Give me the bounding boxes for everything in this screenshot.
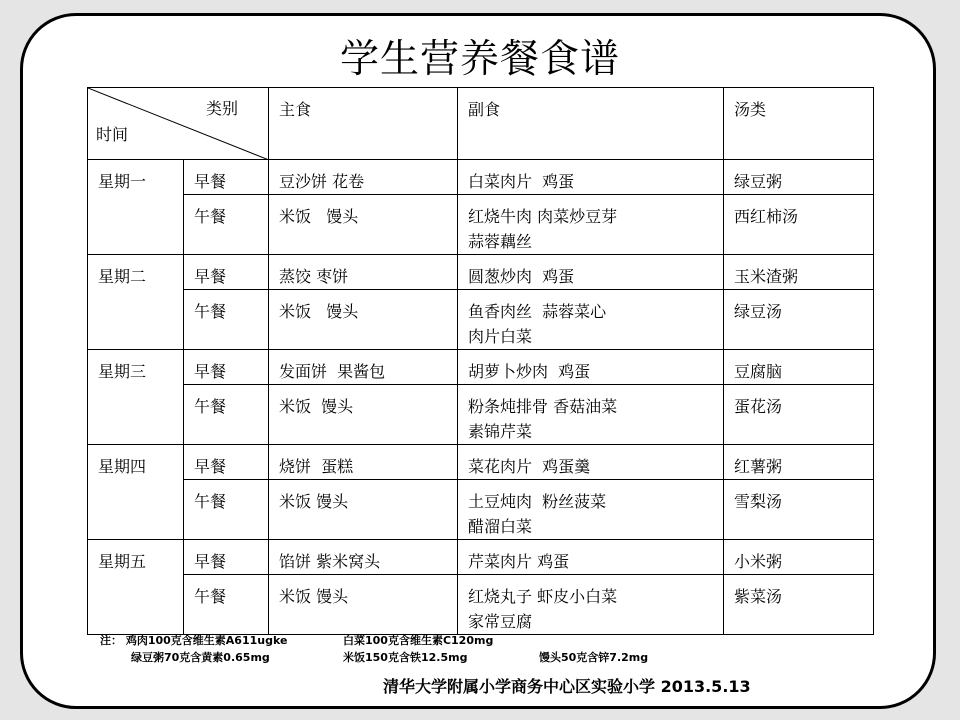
soup-cell: 紫菜汤 bbox=[724, 575, 874, 635]
staple-cell: 豆沙饼 花卷 bbox=[269, 160, 458, 195]
soup-cell: 豆腐脑 bbox=[724, 350, 874, 385]
table-row bbox=[88, 160, 874, 195]
meal-cell: 早餐 bbox=[184, 540, 269, 575]
side-dish-line: 肉片白菜 bbox=[468, 327, 533, 346]
table-row bbox=[88, 385, 874, 445]
side-dish-line: 圆葱炒肉 鸡蛋 bbox=[468, 267, 575, 286]
meal-cell: 午餐 bbox=[184, 385, 269, 445]
soup-cell: 绿豆粥 bbox=[724, 160, 874, 195]
side-cell bbox=[458, 160, 724, 195]
side-dish-line: 鱼香肉丝 蒜蓉菜心 bbox=[468, 302, 607, 321]
table-row bbox=[88, 195, 874, 255]
meal-cell: 午餐 bbox=[184, 195, 269, 255]
staple-cell: 米饭 馒头 bbox=[269, 480, 458, 540]
meal-cell: 早餐 bbox=[184, 445, 269, 480]
staple-cell: 馅饼 紫米窝头 bbox=[269, 540, 458, 575]
note-rice: 米饭150克含铁12.5mg bbox=[343, 651, 468, 664]
note-chicken: 注： 鸡肉100克含维生素A611ugke bbox=[100, 634, 288, 647]
note-line-2 bbox=[131, 649, 649, 665]
staple-cell: 米饭 馒头 bbox=[269, 385, 458, 445]
side-dish-line: 红烧丸子 虾皮小白菜 bbox=[468, 587, 618, 606]
side-dish-line: 粉条炖排骨 香菇油菜 bbox=[468, 397, 618, 416]
header-soup: 汤类 bbox=[724, 88, 874, 160]
day-cell: 星期三 bbox=[88, 350, 184, 445]
header-time: 时间 bbox=[96, 125, 129, 144]
footer-school-date: 清华大学附属小学商务中心区实验小学 2013.5.13 bbox=[383, 677, 751, 696]
staple-cell: 烧饼 蛋糕 bbox=[269, 445, 458, 480]
staple-cell: 米饭 馒头 bbox=[269, 195, 458, 255]
side-dish-line: 菜花肉片 鸡蛋羹 bbox=[468, 457, 591, 476]
side-dish-line: 芹菜肉片 鸡蛋 bbox=[468, 552, 570, 571]
soup-cell: 小米粥 bbox=[724, 540, 874, 575]
day-cell: 星期五 bbox=[88, 540, 184, 635]
staple-cell: 蒸饺 枣饼 bbox=[269, 255, 458, 290]
header-category: 类别 bbox=[206, 99, 239, 118]
side-dish-line: 素锦芹菜 bbox=[468, 422, 533, 441]
meal-cell: 早餐 bbox=[184, 160, 269, 195]
note-line-1 bbox=[100, 632, 494, 648]
side-cell bbox=[458, 290, 724, 350]
table-row bbox=[88, 575, 874, 635]
meal-cell: 早餐 bbox=[184, 350, 269, 385]
staple-cell: 米饭 馒头 bbox=[269, 575, 458, 635]
staple-cell: 发面饼 果酱包 bbox=[269, 350, 458, 385]
table-header-row bbox=[88, 88, 874, 160]
page-title: 学生营养餐食谱 bbox=[339, 37, 620, 82]
side-dish-line: 家常豆腐 bbox=[468, 612, 533, 631]
soup-cell: 绿豆汤 bbox=[724, 290, 874, 350]
side-dish-line: 红烧牛肉 肉菜炒豆芽 bbox=[468, 207, 618, 226]
meal-cell: 午餐 bbox=[184, 480, 269, 540]
header-staple: 主食 bbox=[269, 88, 458, 160]
meal-cell: 午餐 bbox=[184, 575, 269, 635]
side-dish-line: 蒜蓉藕丝 bbox=[468, 232, 533, 251]
side-cell bbox=[458, 540, 724, 575]
side-cell bbox=[458, 445, 724, 480]
side-cell bbox=[458, 480, 724, 540]
note-cabbage: 白菜100克含维生素C120mg bbox=[343, 634, 494, 647]
menu-table bbox=[87, 87, 874, 635]
table-row bbox=[88, 445, 874, 480]
side-dish-line: 白菜肉片 鸡蛋 bbox=[468, 172, 575, 191]
table-row bbox=[88, 350, 874, 385]
table-row bbox=[88, 480, 874, 540]
side-cell bbox=[458, 350, 724, 385]
side-cell bbox=[458, 255, 724, 290]
day-cell: 星期四 bbox=[88, 445, 184, 540]
soup-cell: 西红柿汤 bbox=[724, 195, 874, 255]
note-mungbean: 绿豆粥70克含黄素0.65mg bbox=[131, 651, 270, 664]
table-row bbox=[88, 290, 874, 350]
header-diagonal-cell bbox=[88, 88, 269, 160]
table-row bbox=[88, 540, 874, 575]
day-cell: 星期二 bbox=[88, 255, 184, 350]
soup-cell: 雪梨汤 bbox=[724, 480, 874, 540]
note-bun: 馒头50克含锌7.2mg bbox=[539, 651, 649, 664]
staple-cell: 米饭 馒头 bbox=[269, 290, 458, 350]
header-side: 副食 bbox=[458, 88, 724, 160]
soup-cell: 红薯粥 bbox=[724, 445, 874, 480]
table-row bbox=[88, 255, 874, 290]
meal-cell: 早餐 bbox=[184, 255, 269, 290]
side-dish-line: 醋溜白菜 bbox=[468, 517, 533, 536]
side-dish-line: 胡萝卜炒肉 鸡蛋 bbox=[468, 362, 591, 381]
soup-cell: 玉米渣粥 bbox=[724, 255, 874, 290]
soup-cell: 蛋花汤 bbox=[724, 385, 874, 445]
day-cell: 星期一 bbox=[88, 160, 184, 255]
meal-cell: 午餐 bbox=[184, 290, 269, 350]
side-dish-line: 土豆炖肉 粉丝菠菜 bbox=[468, 492, 607, 511]
side-cell bbox=[458, 575, 724, 635]
side-cell bbox=[458, 385, 724, 445]
side-cell bbox=[458, 195, 724, 255]
